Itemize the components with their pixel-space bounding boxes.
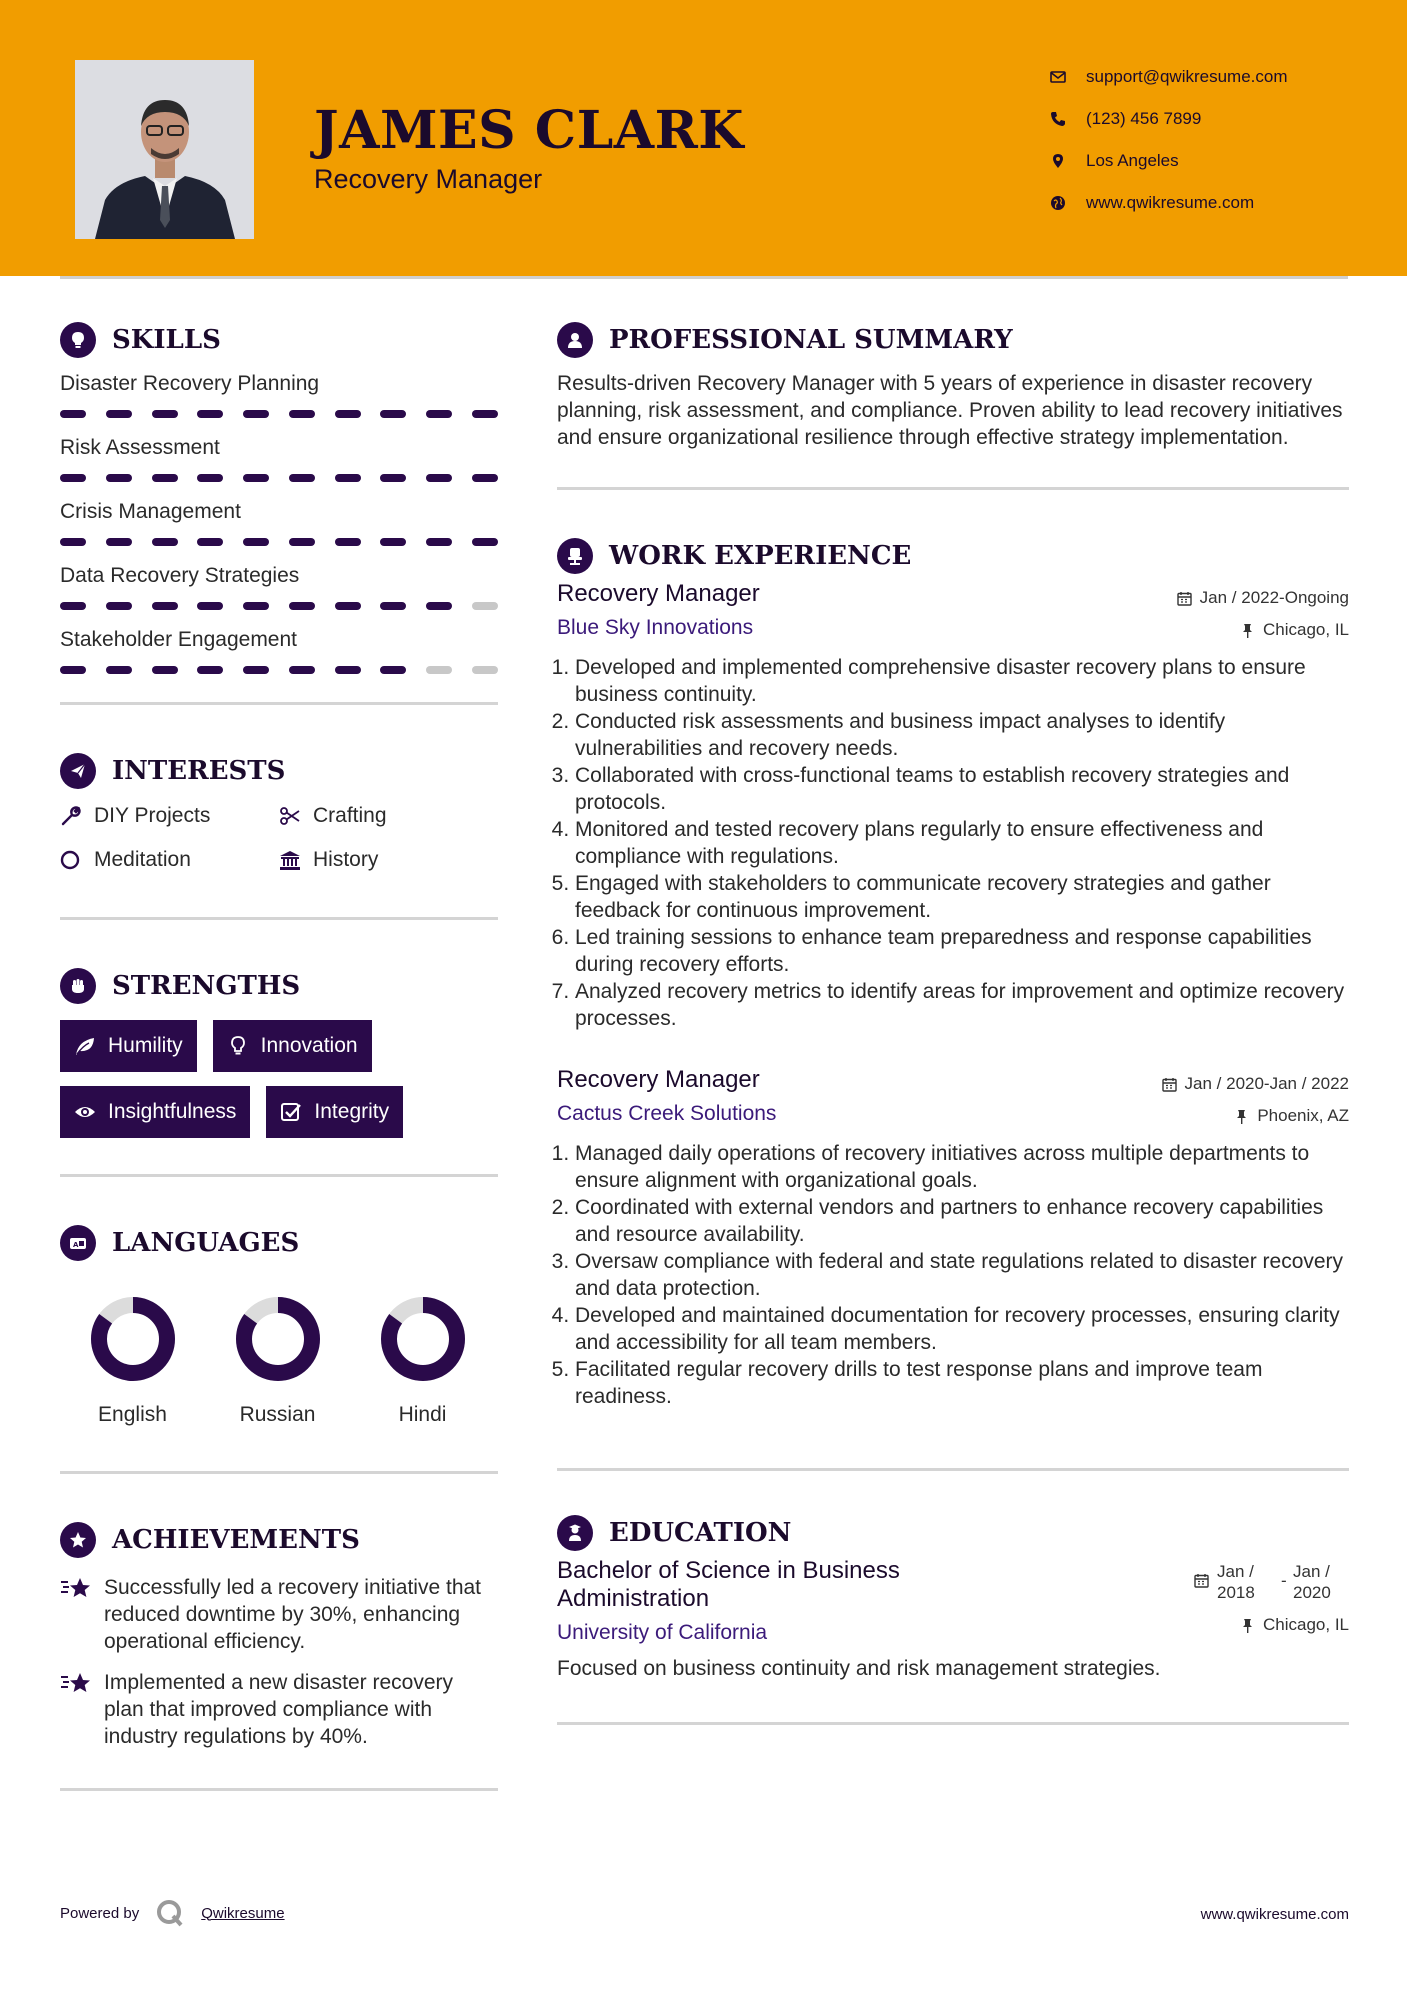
- rating-dot: [472, 602, 498, 610]
- strength-label: Integrity: [314, 1100, 390, 1123]
- rating-dot: [152, 666, 178, 674]
- skills-section: [60, 320, 498, 705]
- rating-dot: [289, 602, 315, 610]
- education-start: Jan / 2018: [1217, 1562, 1255, 1602]
- envelope-icon: [1050, 69, 1066, 85]
- rating-dot: [243, 410, 269, 418]
- job-dates-text: Jan / 2022-Ongoing: [1199, 588, 1349, 607]
- museum-icon: [279, 849, 301, 871]
- contact-website[interactable]: [1050, 182, 1288, 224]
- scissors-icon: [279, 805, 301, 827]
- rating-dot: [197, 666, 223, 674]
- duty-item: 6. Led training sessions to enhance team preparedness and response capabilities during recovery efforts.: [575, 924, 1349, 978]
- summary-text: Results-driven Recovery Manager with 5 years of experience in disaster recovery planning, risk assessment, and compliance. Proven ability to lead recovery initiatives and ensure organizational resilience through effective strategy implementation.: [557, 372, 1343, 449]
- duty-item: 3. Collaborated with cross-functional teams to establish recovery strategies and protocols.: [575, 762, 1349, 816]
- skill-rating: [60, 538, 498, 546]
- duty-item: 3. Oversaw compliance with federal and state regulations related to disaster recovery and data protection.: [575, 1248, 1349, 1302]
- school-name: University of California: [557, 1621, 768, 1644]
- section-divider: [60, 702, 498, 705]
- rating-dot: [197, 410, 223, 418]
- rating-dot: [289, 474, 315, 482]
- summary-title: PROFESSIONAL SUMMARY: [609, 325, 1013, 355]
- contact-email[interactable]: [1050, 56, 1288, 98]
- job-title: Recovery Manager: [557, 1066, 760, 1093]
- language-level-ring: [232, 1293, 324, 1385]
- rating-dot: [472, 666, 498, 674]
- contact-location: [1050, 140, 1288, 182]
- rating-dot: [335, 538, 361, 546]
- interest-label: DIY Projects: [94, 804, 211, 827]
- degree-title: Bachelor of Science in Business Administration: [557, 1557, 900, 1612]
- rating-dot: [243, 474, 269, 482]
- achievement-text: Implemented a new disaster recovery plan that improved compliance with industry regulations by 40%.: [104, 1671, 453, 1748]
- rating-dot: [289, 666, 315, 674]
- phone-icon: [1050, 111, 1066, 127]
- rating-dot: [197, 474, 223, 482]
- skills-title: SKILLS: [112, 325, 221, 355]
- interests-title: INTERESTS: [112, 756, 286, 786]
- interest-item: [279, 843, 498, 877]
- rating-dot: [197, 538, 223, 546]
- profile-photo: [75, 60, 254, 239]
- skill-rating: [60, 474, 498, 482]
- powered-by-text: Powered by: [60, 1904, 140, 1922]
- skill-rating: [60, 666, 498, 674]
- footer-website[interactable]: www.qwikresume.com: [1200, 1906, 1349, 1923]
- contact-list: [1050, 56, 1288, 224]
- education-location-text: Chicago, IL: [1263, 1615, 1349, 1634]
- right-column: [557, 320, 1349, 1725]
- rating-dot: [106, 602, 132, 610]
- interest-item: [60, 843, 279, 877]
- section-divider: [557, 487, 1349, 490]
- rating-dot: [152, 538, 178, 546]
- rating-dot: [380, 602, 406, 610]
- rating-dot: [380, 474, 406, 482]
- lightbulb-icon: [227, 1035, 249, 1057]
- language-level-ring: [377, 1293, 469, 1385]
- duty-item: 7. Analyzed recovery metrics to identify areas for improvement and optimize recovery processes.: [575, 978, 1349, 1032]
- footer-branding: [60, 1898, 285, 1928]
- achievement-item: [60, 1669, 498, 1750]
- skill-name: Data Recovery Strategies: [60, 564, 300, 587]
- skill-name: Stakeholder Engagement: [60, 628, 297, 651]
- rating-dot: [152, 602, 178, 610]
- location-text: Los Angeles: [1086, 151, 1179, 170]
- rating-dot: [380, 410, 406, 418]
- language-name: Russian: [239, 1403, 316, 1426]
- skill-item: [60, 616, 498, 680]
- skill-rating: [60, 410, 498, 418]
- section-divider: [557, 1468, 1349, 1471]
- rating-dot: [243, 602, 269, 610]
- rating-dot: [289, 410, 315, 418]
- summary-section: [557, 320, 1349, 490]
- calendar-icon: [1177, 591, 1192, 606]
- rating-dot: [243, 538, 269, 546]
- rating-dot: [426, 666, 452, 674]
- rating-dot: [197, 602, 223, 610]
- duty-item: 2. Coordinated with external vendors and partners to enhance recovery capabilities and resource availability.: [575, 1194, 1349, 1248]
- languages-title: LANGUAGES: [112, 1228, 300, 1258]
- job-dates: [1177, 588, 1349, 608]
- candidate-name: JAMES CLARK: [314, 100, 745, 161]
- job-dates: [1162, 1074, 1349, 1094]
- section-divider: [60, 1174, 498, 1177]
- rating-dot: [60, 666, 86, 674]
- strength-label: Humility: [108, 1034, 183, 1057]
- skill-item: [60, 360, 498, 424]
- rating-dot: [472, 474, 498, 482]
- pushpin-icon: [1240, 1618, 1255, 1633]
- rating-dot: [106, 474, 132, 482]
- rating-dot: [106, 410, 132, 418]
- section-divider: [60, 1788, 498, 1791]
- rating-dot: [426, 602, 452, 610]
- user-icon: [557, 322, 593, 358]
- languages-section: [60, 1223, 498, 1474]
- education-location: [1194, 1615, 1349, 1635]
- job-company: Cactus Creek Solutions: [557, 1102, 777, 1125]
- rating-dot: [335, 602, 361, 610]
- skill-item: [60, 552, 498, 616]
- job-location-text: Chicago, IL: [1263, 620, 1349, 639]
- fist-icon: [60, 968, 96, 1004]
- strength-chip: [60, 1020, 197, 1072]
- duty-item: 1. Developed and implemented comprehensive disaster recovery plans to ensure business continuity.: [575, 654, 1349, 708]
- rating-dot: [106, 666, 132, 674]
- qwikresume-logo-icon: [155, 1898, 185, 1928]
- rating-dot: [152, 410, 178, 418]
- brand-link[interactable]: Qwikresume: [201, 1904, 285, 1922]
- duty-item: 5. Facilitated regular recovery drills to test response plans and improve team readiness.: [575, 1356, 1349, 1410]
- graduate-icon: [557, 1515, 593, 1551]
- rating-dot: [426, 538, 452, 546]
- education-title: EDUCATION: [609, 1518, 792, 1548]
- job-location: [1177, 620, 1349, 640]
- language-item: [350, 1293, 495, 1427]
- skill-item: [60, 424, 498, 488]
- duty-item: 2. Conducted risk assessments and business impact analyses to identify vulnerabilities and recovery needs.: [575, 708, 1349, 762]
- skill-name: Disaster Recovery Planning: [60, 372, 320, 395]
- experience-section: [557, 536, 1349, 1471]
- calendar-icon: [1162, 1077, 1177, 1092]
- language-item: [205, 1293, 350, 1427]
- pushpin-icon: [1240, 623, 1255, 638]
- pushpin-icon: [1234, 1109, 1249, 1124]
- rating-dot: [426, 410, 452, 418]
- lightbulb-icon: [60, 322, 96, 358]
- rating-dot: [426, 474, 452, 482]
- resume-header: [0, 0, 1407, 276]
- strength-chip: [60, 1086, 250, 1138]
- duty-item: 4. Developed and maintained documentation for recovery processes, ensuring clarity and accessibility for all team members.: [575, 1302, 1349, 1356]
- award-icon: [60, 1522, 96, 1558]
- paper-plane-icon: [60, 753, 96, 789]
- circle-icon: [60, 849, 82, 871]
- achievement-item: [60, 1574, 498, 1655]
- language-icon: [60, 1225, 96, 1261]
- email-text: support@qwikresume.com: [1086, 67, 1288, 86]
- job-location-text: Phoenix, AZ: [1257, 1106, 1349, 1125]
- education-end: Jan / 2020: [1293, 1562, 1331, 1602]
- language-name: English: [98, 1403, 167, 1426]
- duty-item: 5. Engaged with stakeholders to communicate recovery strategies and gather feedback for continuous improvement.: [575, 870, 1349, 924]
- skill-name: Risk Assessment: [60, 436, 220, 459]
- strengths-title: STRENGTHS: [112, 971, 301, 1001]
- rating-dot: [152, 474, 178, 482]
- interests-section: [60, 751, 498, 920]
- job-duties: [557, 1140, 1349, 1410]
- eye-icon: [74, 1101, 96, 1123]
- rating-dot: [335, 410, 361, 418]
- rating-dot: [472, 410, 498, 418]
- skill-rating: [60, 602, 498, 610]
- strength-chip: [266, 1086, 403, 1138]
- strength-label: Innovation: [260, 1034, 358, 1057]
- interest-label: Meditation: [94, 848, 191, 871]
- website-text: www.qwikresume.com: [1086, 193, 1255, 212]
- job-entry: [557, 580, 1349, 1032]
- skills-list: [60, 360, 498, 680]
- interest-label: Crafting: [313, 804, 387, 827]
- rating-dot: [60, 410, 86, 418]
- rating-dot: [60, 474, 86, 482]
- strengths-list: [60, 1006, 498, 1138]
- languages-list: [60, 1263, 498, 1427]
- strength-label: Insightfulness: [108, 1100, 237, 1123]
- rating-dot: [243, 666, 269, 674]
- duty-item: 4. Monitored and tested recovery plans regularly to ensure effectiveness and compliance with regulations.: [575, 816, 1349, 870]
- rating-dot: [380, 538, 406, 546]
- experience-title: WORK EXPERIENCE: [609, 541, 912, 571]
- calendar-icon: [1194, 1573, 1209, 1588]
- svg-text:A: A: [73, 1241, 79, 1249]
- duty-item: 1. Managed daily operations of recovery initiatives across multiple departments to ensure alignment with organizational goals.: [575, 1140, 1349, 1194]
- section-divider: [60, 917, 498, 920]
- education-description: Focused on business continuity and risk management strategies.: [557, 1657, 1161, 1680]
- job-dates-text: Jan / 2020-Jan / 2022: [1184, 1074, 1349, 1093]
- star-icon: [60, 1671, 92, 1695]
- check-square-icon: [280, 1101, 302, 1123]
- wrench-icon: [60, 805, 82, 827]
- job-location: [1162, 1106, 1349, 1126]
- globe-icon: [1050, 195, 1066, 211]
- phone-text: (123) 456 7899: [1086, 109, 1202, 128]
- rating-dot: [335, 666, 361, 674]
- star-icon: [60, 1576, 92, 1600]
- skill-name: Crisis Management: [60, 500, 241, 523]
- language-name: Hindi: [398, 1403, 447, 1426]
- strengths-section: [60, 966, 498, 1177]
- left-column: [60, 320, 498, 1791]
- education-section: [557, 1513, 1349, 1725]
- interests-list: [60, 791, 498, 877]
- interest-item: [60, 799, 279, 833]
- map-pin-icon: [1050, 153, 1066, 169]
- achievements-section: [60, 1520, 498, 1791]
- candidate-role: Recovery Manager: [314, 164, 543, 194]
- office-chair-icon: [557, 538, 593, 574]
- job-entry: [557, 1066, 1349, 1410]
- section-divider: [60, 1471, 498, 1474]
- header-divider: [60, 276, 1348, 279]
- section-divider: [557, 1722, 1349, 1725]
- achievements-title: ACHIEVEMENTS: [112, 1525, 360, 1555]
- language-level-ring: [87, 1293, 179, 1385]
- person-photo-icon: [75, 60, 254, 239]
- contact-phone[interactable]: [1050, 98, 1288, 140]
- rating-dot: [380, 666, 406, 674]
- rating-dot: [289, 538, 315, 546]
- leaf-icon: [74, 1035, 96, 1057]
- interest-item: [279, 799, 498, 833]
- job-duties: [557, 654, 1349, 1032]
- rating-dot: [60, 602, 86, 610]
- rating-dot: [335, 474, 361, 482]
- education-dates: Jan / 2018 - Jan / 2020: [1194, 1561, 1349, 1603]
- achievement-text: Successfully led a recovery initiative that reduced downtime by 30%, enhancing operational efficiency.: [104, 1576, 482, 1653]
- strength-chip: [213, 1020, 372, 1072]
- job-title: Recovery Manager: [557, 580, 760, 607]
- rating-dot: [106, 538, 132, 546]
- language-item: [60, 1293, 205, 1427]
- rating-dot: [472, 538, 498, 546]
- rating-dot: [60, 538, 86, 546]
- interest-label: History: [313, 848, 379, 871]
- skill-item: [60, 488, 498, 552]
- job-company: Blue Sky Innovations: [557, 616, 754, 639]
